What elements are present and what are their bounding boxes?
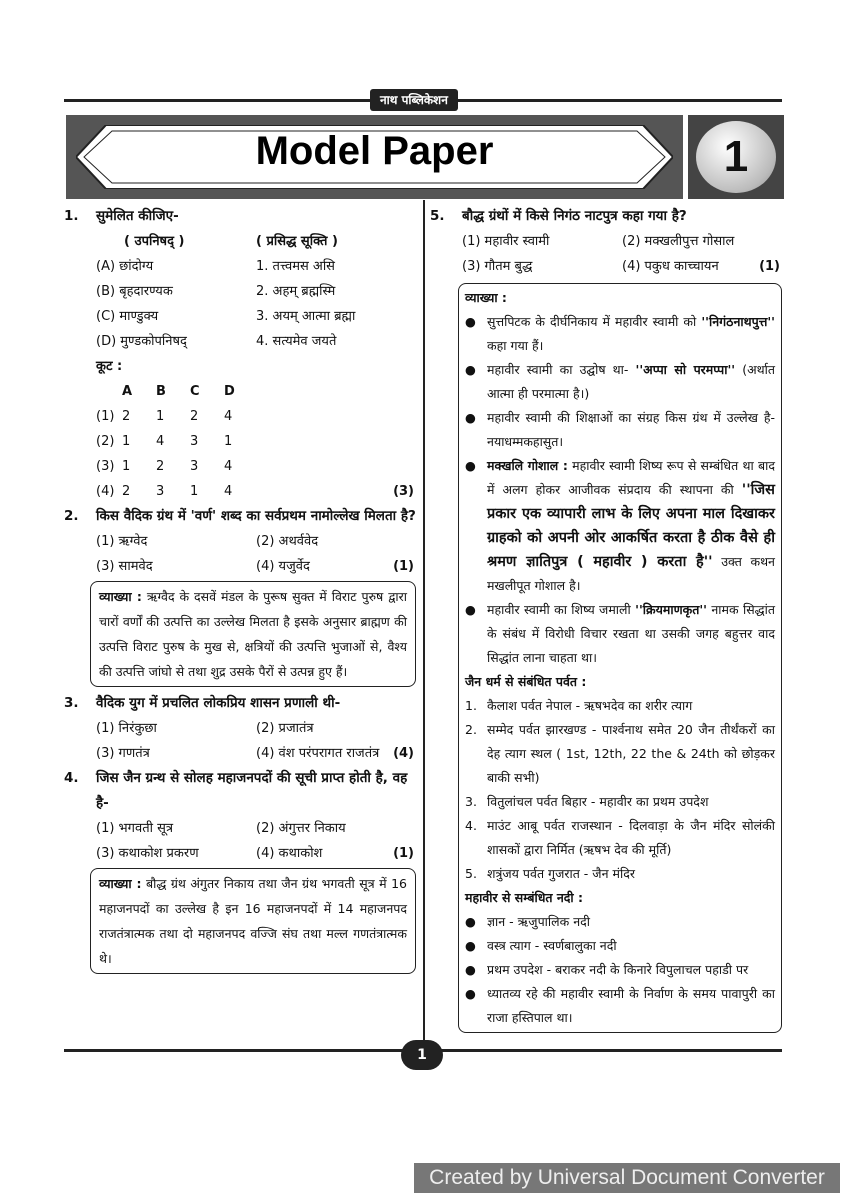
bullet-text: ध्यातव्य रहे की महावीर स्वामी के निर्वाण के समय पावापुरी का राजा हस्तिपाल था। [487,986,775,1025]
answer-key: (4) [393,746,414,761]
bullet-item [465,310,775,358]
koot-cell: (1) [96,409,115,424]
koot-cell: 4 [156,434,165,449]
match-item: (C) माण्डुक्य [96,309,159,324]
bullet-item [465,934,775,958]
list-number: 3. [465,794,477,809]
match-item: 2. अहम् ब्रह्मस्मि [256,284,336,299]
options-row [430,229,782,254]
page-title: Model Paper [255,129,494,173]
bullet-item [465,406,775,454]
explanation-label: व्याख्या : [99,589,142,604]
koot-cell: 3 [190,434,199,449]
explanation-label: व्याख्या : [99,876,142,891]
explanation-text: ऋग्वैद के दसवें मंडल के पुरूष सुक्त में विराट पुरुष द्वारा चारों वर्णों की उत्पत्ति का उल्लेख मिलता है इसके अनुसार ब्राह्मण की उत्पत्ति विराट पुरुष के मुख से, क्षत्रियों की उत्पत्ति भुजाओं से, वैश्य की उत्पत्ति जांघो से तथा शुद्र उसके पैरों से उत्पन्न हुए हैं। [99,589,407,679]
koot-cell: 1 [190,484,199,499]
question-text: वैदिक युग में प्रचलित लोकप्रिय शासन प्रणाली थी- [96,695,341,711]
question-2 [64,504,416,529]
explanation-box [90,868,416,974]
explanation-text: बौद्ध ग्रंथ अंगुतर निकाय तथा जैन ग्रंथ भगवती सूत्र में 16 महाजनपदों का उल्लेख है इन 16 महाजनपदों में 14 महाजनपद राजतंत्रात्मक तथा दो महाजनपद वज्जि संघ तथा मल्ल गणतंत्रात्मक थे। [99,876,407,966]
publisher-label: नाथ पब्लिकेशन [370,89,458,111]
bullet-text: महावीर स्वामी का उद्घोष था- [487,362,629,377]
question-number: 4. [64,770,79,786]
options-row [430,254,782,279]
list-number: 4. [465,818,477,833]
options-row [64,529,416,554]
bullet-highlight: मक्खलि गोशाल : [487,458,568,473]
koot-label: कूट : [96,359,123,374]
koot-table [64,379,416,504]
koot-cell: 2 [190,409,199,424]
right-column [430,204,782,1033]
option: (4) पकुध काच्चायन [622,259,719,274]
koot-head: D [224,384,235,399]
question-5 [430,204,782,229]
question-text: जिस जैन ग्रन्थ से सोलह महाजनपदों की सूची प्राप्त होती है, वह है- [96,770,408,811]
bullet-item [465,454,775,598]
list-text: सम्मेद पर्वत झारखण्ड - पार्श्वनाथ समेत 20 जैन तीर्थंकरों का देह त्याग स्थल ( 1st, 12th, 22 the & 24th को छोड़कर बाकी सभी) [487,722,775,785]
koot-cell: 1 [224,434,233,449]
question-number: 2. [64,508,79,524]
bullet-text: नामक सिद्धांत के संबंध में विरोधी विचार रखता था उसकी जगह बहुत्तर वाद सिद्धांत लाना चाहता था। [487,602,775,665]
koot-cell: 4 [224,409,233,424]
option: (1) महावीर स्वामी [462,234,550,249]
bullet-item [465,958,775,982]
option: (4) कथाकोश [256,846,323,861]
watermark: Created by Universal Document Converter [414,1163,840,1193]
bullet-item [465,358,775,406]
match-item: (A) छांदोग्य [96,259,154,274]
option: (3) कथाकोश प्रकरण [96,846,199,861]
question-text: किस वैदिक ग्रंथ में 'वर्ण' शब्द का सर्वप्रथम नामोल्लेख मिलता है? [96,508,416,524]
question-3 [64,691,416,716]
koot-cell: (3) [96,459,115,474]
koot-head: A [122,384,133,399]
paper-number-box [688,115,784,199]
bullet-item [465,982,775,1030]
answer-key: (1) [393,559,414,574]
option: (4) यजुर्वेद [256,559,310,574]
list-text: वितुलांचल पर्वत बिहार - महावीर का प्रथम उपदेश [487,794,709,809]
answer-key: (1) [393,846,414,861]
bullet-text: महावीर स्वामी की शिक्षाओं का संग्रह किस ग्रंथ में उल्लेख है- नयाधम्मकहासुत। [487,410,775,449]
bullet-icon: ● [465,362,476,377]
bullet-text: सुत्तपिटक के दीर्घनिकाय में महावीर स्वामी को [487,314,697,329]
paper-number: 1 [696,121,776,193]
match-head-b: ( प्रसिद्ध सूक्ति ) [256,234,338,249]
bullet-icon: ● [465,410,476,425]
bullet-text: ज्ञान - ऋजुपालिक नदी [487,914,591,929]
explanation-label: व्याख्या : [465,290,507,305]
column-divider [423,200,425,1046]
options-row [64,716,416,741]
explanation-box [458,283,782,1033]
bullet-item [465,910,775,934]
match-item: (D) मुण्डकोपनिषद् [96,334,187,349]
options-row [64,554,416,579]
list-number: 5. [465,866,477,881]
koot-cell: 3 [190,459,199,474]
bullet-highlight: ''निगंठनाथपुत्त'' [701,314,775,329]
koot-cell: (4) [96,484,115,499]
answer-key: (3) [393,484,414,499]
list-item [465,790,775,814]
option: (2) मक्खलीपुत्त गोसाल [622,234,735,249]
bullet-icon: ● [465,602,476,617]
list-text: कैलाश पर्वत नेपाल - ऋषभदेव का शरीर त्याग [487,698,693,713]
list-item [465,718,775,790]
koot-head: B [156,384,166,399]
options-row [64,741,416,766]
list-number: 1. [465,698,477,713]
explanation-box [90,581,416,687]
match-head-a: ( उपनिषद् ) [124,234,185,249]
page-number: 1 [401,1040,443,1070]
bullet-text: उक्त कथन मखलीपूत गोशाल है। [487,554,775,593]
bullet-text: प्रथम उपदेश - बराकर नदी के किनारे विपुलाचल पहाडी पर [487,962,749,977]
koot-head [96,379,122,404]
bullet-text: महावीर स्वामी का शिष्य जमाली [487,602,631,617]
bullet-text: (अर्थात आत्मा ही परमात्मा है।) [487,362,776,401]
list-number: 2. [465,722,477,737]
bullet-text: महावीर स्वामी शिष्य रूप से सम्बंधित था बाद में अलग होकर आजीवक संप्रदाय की स्थापना की [487,458,775,497]
bullet-icon: ● [465,458,476,473]
question-number: 3. [64,695,79,711]
list-item [465,694,775,718]
match-table [64,229,416,354]
list-text: माउंट आबू पर्वत राजस्थान - दिलवाड़ा के जैन मंदिर सोलंकी शासकों द्वारा निर्मित (ऋषभ देव की मूर्ति) [487,818,775,857]
koot-cell: (2) [96,434,115,449]
match-item: 4. सत्यमेव जयते [256,334,337,349]
koot-cell: 1 [122,434,131,449]
list-item [465,814,775,862]
question-number: 5. [430,208,445,224]
koot-cell: 2 [156,459,165,474]
bullet-icon: ● [465,962,476,977]
koot-cell: 4 [224,484,233,499]
question-text: बौद्ध ग्रंथों में किसे निगंठ नाटपुत्र कहा गया है? [462,208,687,224]
section-heading: जैन धर्म से संबंधित पर्वत : [465,674,587,689]
left-column [64,204,416,978]
koot-cell: 1 [156,409,165,424]
option: (1) भगवती सूत्र [96,821,174,836]
question-4 [64,766,416,816]
question-number: 1. [64,208,79,224]
match-item: (B) बृहदारण्यक [96,284,173,299]
option: (2) अंगुत्तर निकाय [256,821,346,836]
bullet-quote: ''जिस प्रकार एक व्यापारी लाभ के लिए अपना माल दिखाकर ग्राहको को अपनी ओर आकर्षित करता है ठीक वैसे ही श्रमण ज्ञातिपुत्र ( महावीर ) करता है'' [487,482,775,570]
match-item: 3. अयम् आत्मा ब्रह्मा [256,309,356,324]
question-1 [64,204,416,229]
options-row [64,816,416,841]
koot-head: C [190,384,200,399]
options-row [64,841,416,866]
bullet-icon: ● [465,938,476,953]
option: (3) गौतम बुद्ध [462,259,533,274]
bullet-item [465,598,775,670]
answer-key: (1) [759,259,780,274]
bullet-text: कहा गया हैं। [487,338,544,353]
bullet-highlight: ''अप्पा सो परमप्पा'' [635,362,736,377]
section-heading: महावीर से सम्बंधित नदी : [465,890,584,905]
koot-cell: 2 [122,409,131,424]
option: (2) प्रजातंत्र [256,721,314,736]
koot-cell: 1 [122,459,131,474]
list-text: शत्रुंजय पर्वत गुजरात - जैन मंदिर [487,866,635,881]
bullet-icon: ● [465,314,476,329]
bullet-highlight: ''क्रियमाणकृत'' [635,602,707,617]
koot-cell: 4 [224,459,233,474]
option: (3) गणतंत्र [96,746,150,761]
koot-cell: 3 [156,484,165,499]
bullet-icon: ● [465,986,476,1001]
option: (1) ऋग्वेद [96,534,148,549]
option: (1) निरंकुछा [96,721,157,736]
list-item [465,862,775,886]
title-banner [66,115,683,199]
bullet-text: वस्त्र त्याग - स्वर्णबालुका नदी [487,938,617,953]
option: (4) वंश परंपरागत राजतंत्र [256,746,380,761]
question-text: सुमेलित कीजिए- [96,208,179,224]
koot-cell: 2 [122,484,131,499]
option: (2) अथर्ववेद [256,534,319,549]
option: (3) सामवेद [96,559,153,574]
match-item: 1. तत्त्वमस असि [256,259,335,274]
bullet-icon: ● [465,914,476,929]
